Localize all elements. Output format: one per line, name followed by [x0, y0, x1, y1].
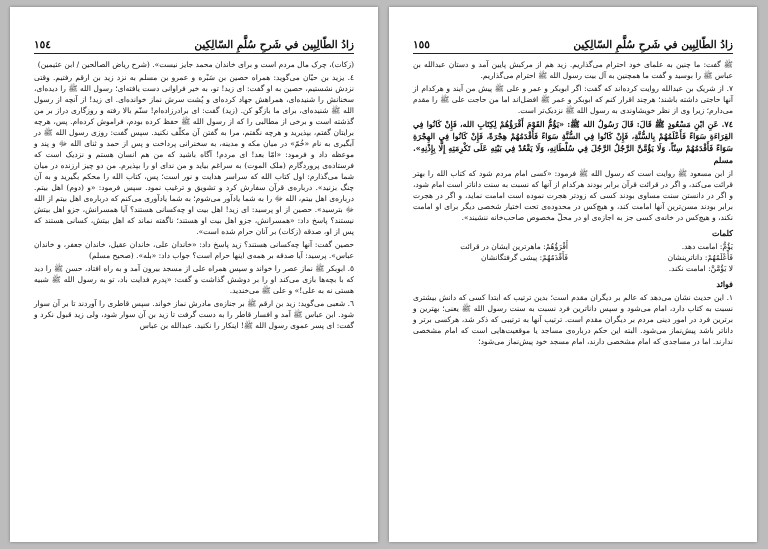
vocab-item: أَقْرَؤُهُمْ: ماهرترین ایشان در قرائت [460, 242, 568, 251]
hadith-arabic-text: ٧٤. عَنِ ابْنِ مَسْعُودٍ ﷺ قَالَ: قَالَ رَسُولُ الله ﷺ: «يَؤُمُّ القَوْمَ أَقْرَؤُهُمْ لِكِتَابِ الله، فَإِنْ كَانُوا فِي القِرَاءَةِ سَوَاءً فَأَعْلَمُهُمْ بِالسُّنَّةِ، فَإِنْ كَانُوا فِي السُّنَّةِ سَوَاءً فَأَقْدَمُهُمْ هِجْرَةً، فَإِنْ كَانُوا فِي الهِجْرَةِ سَوَاءً فَأَقْدَمُهُمْ سِنّاً. وَلَا يَؤُمَّنَّ الرَّجُلُ الرَّجُلَ فِي سُلْطَانِهِ، وَلَا يَقْعُدْ فِي بَيْتِهِ عَلَى تَكْرِمَتِهِ إِلَّا بِإِذْنِهِ». مسلم [413, 119, 733, 165]
right-page-number: ١٥٥ [413, 39, 430, 51]
right-paragraph: ٧. از شریک بن عبدالله روایت کرده‌اند که گفت: اگر ابوبکر و عمر و علی ﷺ پیش من آیند و هرکدام از آنها حاجتی داشته باشند؛ هرچند اقرار کنم که ابوبکر و عمر ﷺ افضل‌اند اما من حاجت علی ﷺ را مقدم می‌دارم؛ زیرا وی از نظر خویشاوندی به رسول الله ﷺ نزدیک‌تر است. [413, 84, 733, 115]
right-page-running-title: زادُ الطّالِبِين في شَرحِ سُلَّمِ السّالِكِين [573, 39, 733, 51]
left-paragraph: ٤. یزید بن حیّان می‌گوید: همراه حصین بن سَبْره و عمرو بن مسلم به نزد زید بن ارقم رفتیم. وقتی نزدش نشستیم، حصین به او گفت: ای زید! تو، به خیر فراوانی دست یافته‌ای؛ رسول الله ﷺ را دیده‌ای، سخنانش را شنیده‌ای، همراهش جهاد کرده‌ای و پُشت سرش نماز خوانده‌ای. ای زید! از آنچه از رسول الله ﷺ شنیده‌ای، برای ما بازگو کن. (زید) گفت: ای برادرزاده‌ام! سنّم بالا رفته و روزگاری دراز بر من گذشته است و برخی از مطالبی را که از رسول الله ﷺ حفظ کرده بودم، فراموش کرده‌ام. پس، هرچه برایتان گفتم، بپذیرید و هرچه نگفتم، مرا به گفتن آن مکلّف نکنید. سپس گفت: روزی رسول الله ﷺ در آبگیری به نام «خُمّ» در میان مکه و مدینه، به سخنرانی پرداخت و پس از حمد و ثنای الله ﷻ و پند و موعظه داد و فرمود: «امّا بعد! ای مردم! آگاه باشید که من هم انسان هستم و نزدیک است که فرستاده‌ی پروردگارم (ملک الموت) به سراغم بیاید و من ندای او را بپذیرم. من دو چیز ارزنده در میان شما می‌گذارم: اول کتاب الله که سراسر هدایت و نور است؛ پس، کتاب الله را محکم بگیرید و به آن چنگ بزنید». درباره‌ی قرآن سفارش کرد و تشویق و ترغیب نمود. سپس فرمود: «و (دوم) اهل بیتم. درباره‌ی اهل بیتم، الله ﷻ را به شما یادآور می‌شوم؛ به شما یادآوری می‌کنم که درباره‌ی اهل بیتم از الله ﷻ بترسید». حصین از او پرسید: ای زید! اهل بیت او چه‌کسانی هستند؟ آیا همسرانش، جزو اهل بیتش نیستند؟ پاسخ داد: «همسرانش، جزو اهل بیت او هستند؛ ناگفته نماند که اهل بیتش، کسانی هستند که پس از او، صدقه (زکات) بر آنان حرام شده است». [34, 73, 354, 236]
left-page-number: ١٥٤ [34, 39, 51, 51]
right-paragraph: ﷺ گفت: ما چنین به علمای خود احترام می‌گذاریم. زید هم از مرکبش پایین آمد و دستان عبدالله بن عباس ﷺ را بوسید و گفت ما همچنین به آل بیت رسول الله ﷺ احترام می‌گذاریم. [413, 60, 733, 80]
left-page-running-title: زادُ الطّالِبِين في شَرحِ سُلَّمِ السّالِكِين [194, 39, 354, 51]
left-paragraph: (زکات)، چرک مال مردم است و برای خاندان محمد جایز نیست». (شرح ریاض الصالحین / ابن عثیمین) [37, 60, 354, 69]
vocab-item: فَأَقْدَمُهُمْ: پیشی گرفتگانشان [480, 253, 568, 262]
right-page [389, 7, 757, 542]
vocab-heading: کلمات [711, 228, 733, 238]
left-page [10, 7, 378, 542]
left-page-header [34, 37, 354, 54]
right-page-body [413, 59, 733, 530]
notes-heading: فوائد [716, 279, 733, 289]
note-paragraph: ١. این حدیث نشان می‌دهد که عالم بر دیگران مقدم است؛ بدین ترتیب که ابتدا کسی که دانش بیشتری نسبت به کتاب دارد، امام می‌شود و سپس داناترین فرد نسبت به سنت رسول الله ﷺ یعنی؛ بهترین و برترین فرد در امور دینی مردم بر دیگران مقدم است. ترتیب آنها به ترتیبی که ذکر شد، هرکسی برتر و داناتر باشد پیش‌نماز می‌شود. البته این حکم درباره‌ی مساجد یا موقعیت‌هایی است که امام مشخصی ندارند. اما در مساجدی که امام مشخصی دارند، امام مسجد خود پیش‌نماز می‌شود؛ [413, 293, 733, 346]
right-page-header [413, 37, 733, 54]
hadith-translation: از ابن مسعود ﷺ روایت است که رسول الله ﷺ فرمود: «کسی امام مردم شود که کتاب الله را بهتر قرائت می‌کند، و اگر در قرائت قرآن برابر بودند هرکدام از آنها که نسبت به سنت داناتر است امام شود، و اگر در دانستن سنت مساوی بودند کسی که زودتر هجرت نموده است امامت نماید، و اگر در هجرت برابر بودند مسن‌ترین آنها امامت کند، و هیچ‌کس در محدوده‌ی تحت اختیار شخصی دیگر برای او امامت نکند، و هیچ‌کس در خانه‌ی کسی جز به اجازه‌ی او در محلّ مخصوص صاحب‌خانه ننشیند». [413, 169, 733, 222]
left-paragraph: ٦. شعبی می‌گوید: زید بن ارقم ﷺ بر جنازه‌ی مادرش نماز خواند. سپس قاطری را آوردند تا بر آن سوار شود. ابن عباس ﷺ آمد و افسار قاطر را به دست گرفت تا زید بن آن سوار شود، ولی زید قبول نکرد و گفت: ای پسر عموی رسول الله ﷺ! اینکار را نکنید. عبدالله بن عباس [34, 299, 354, 330]
left-paragraph: حصین گفت: آنها چه‌کسانی هستند؟ زید پاسخ داد: «خاندان علی، خاندان عقیل، خاندان جعفر، و خاندان عباس». پرسید: آیا صدقه بر همه‌ی اینها حرام است؟ جواب داد: «بله». (صحیح مسلم) [34, 240, 354, 260]
vocab-item: فَأَعْلَمُهُمْ: داناترینشان [667, 253, 733, 262]
left-paragraph: ٥. ابوبکر ﷺ نماز عصر را خواند و سپس همراه علی از مسجد بیرون آمد و به راه افتاد، حسن ﷺ را دید که با بچه‌ها بازی می‌کند او را بر دوشش گذاشت و گفت: «پدرم فدایت باد، تو به رسول الله ﷺ شبیه هستی نه به علی!» و علی ﷺ می‌خندید. [34, 264, 354, 295]
vocab-item: يَؤُمُّ: امامت دهد. [681, 242, 733, 251]
left-page-body [34, 59, 354, 530]
vocab-list [413, 241, 733, 274]
vocab-item: لا يَؤُمَّنَّ: امامت نکند. [668, 264, 733, 273]
